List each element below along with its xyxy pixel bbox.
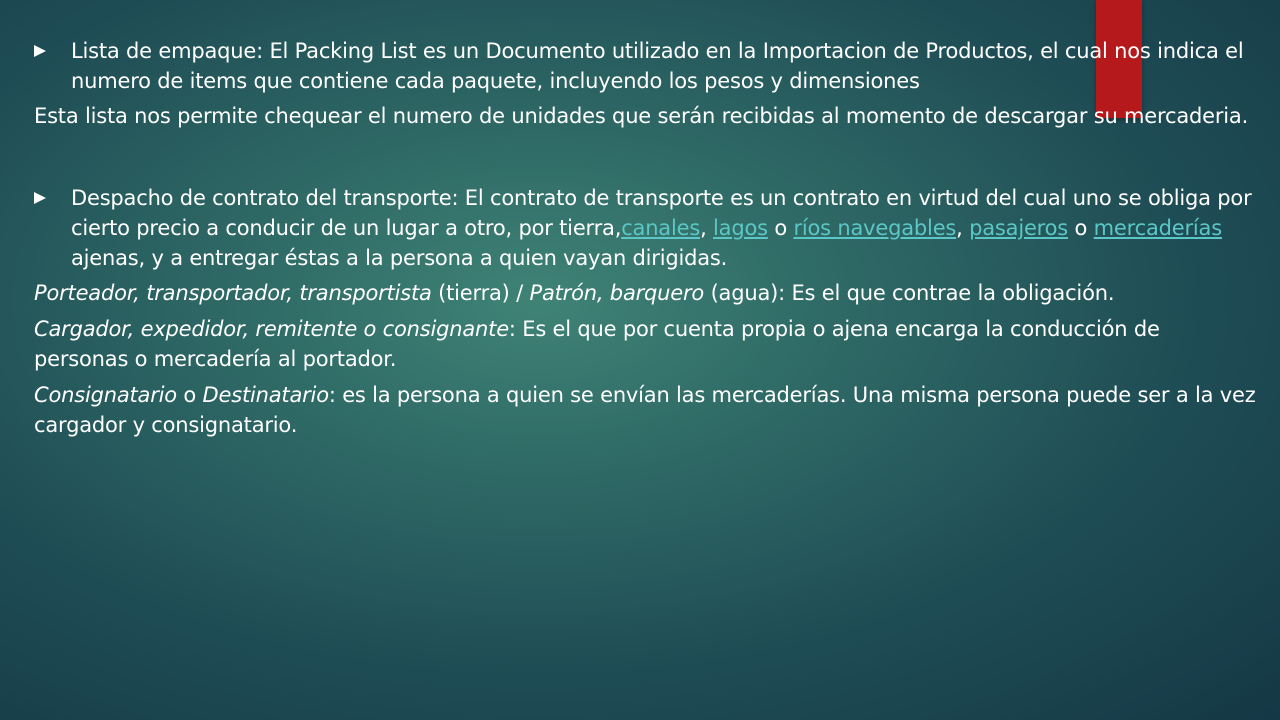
paragraph-porteador — [34, 278, 1258, 308]
paragraph-lista-check — [34, 101, 1258, 131]
consignatario-definition: : es la persona a quien se envían las mercaderías. Una misma persona puede ser a la vez cargador y consignatario. — [34, 383, 1256, 437]
slide-content — [34, 36, 1258, 440]
bullet-packing-list-text: Lista de empaque: El Packing List es un Documento utilizado en la Importacion de Productos, el cual nos indica el numero de items que contiene cada paquete, incluyendo los pesos y dimensiones — [71, 39, 1244, 93]
separator: o — [1068, 216, 1094, 240]
porteador-mid: (tierra) / — [431, 281, 530, 305]
bullet-despacho-contrato — [34, 183, 1258, 273]
triangle-right-icon — [34, 192, 46, 204]
link-canales[interactable]: canales — [621, 216, 701, 240]
consignatario-term: Consignatario — [34, 383, 177, 407]
cargador-definition: : Es el que por cuenta propia o ajena encarga la conducción de personas o mercadería al portador. — [34, 317, 1160, 371]
separator: , — [700, 216, 714, 240]
triangle-right-icon — [34, 45, 46, 57]
destinatario-term: Destinatario — [202, 383, 329, 407]
paragraph-lista-check-text: Esta lista nos permite chequear el numero de unidades que serán recibidas al momento de descargar su mercaderia. — [34, 104, 1249, 128]
bullet-despacho-text-before: Despacho de contrato del transporte: El contrato de transporte es un contrato en virtud del cual uno se obliga por cierto precio a conducir de un lugar a otro, por tierra, — [71, 186, 1252, 240]
porteador-definition: (agua): Es el que contrae la obligación. — [704, 281, 1115, 305]
paragraph-cargador — [34, 314, 1258, 374]
separator: , — [956, 216, 970, 240]
paragraph-consignatario — [34, 380, 1258, 440]
link-rios-navegables[interactable]: ríos navegables — [793, 216, 957, 240]
bullet-packing-list — [34, 36, 1258, 96]
separator: o — [767, 216, 794, 240]
cargador-terms: Cargador, expedidor, remitente o consignante — [34, 317, 509, 341]
link-pasajeros[interactable]: pasajeros — [969, 216, 1069, 240]
consignatario-mid: o — [176, 383, 203, 407]
bullet-despacho-text-after: ajenas, y a entregar éstas a la persona a quien vayan dirigidas. — [71, 246, 728, 270]
link-lagos[interactable]: lagos — [713, 216, 768, 240]
porteador-terms: Porteador, transportador, transportista — [34, 281, 432, 305]
patron-terms: Patrón, barquero — [529, 281, 705, 305]
link-mercaderias[interactable]: mercaderías — [1093, 216, 1222, 240]
